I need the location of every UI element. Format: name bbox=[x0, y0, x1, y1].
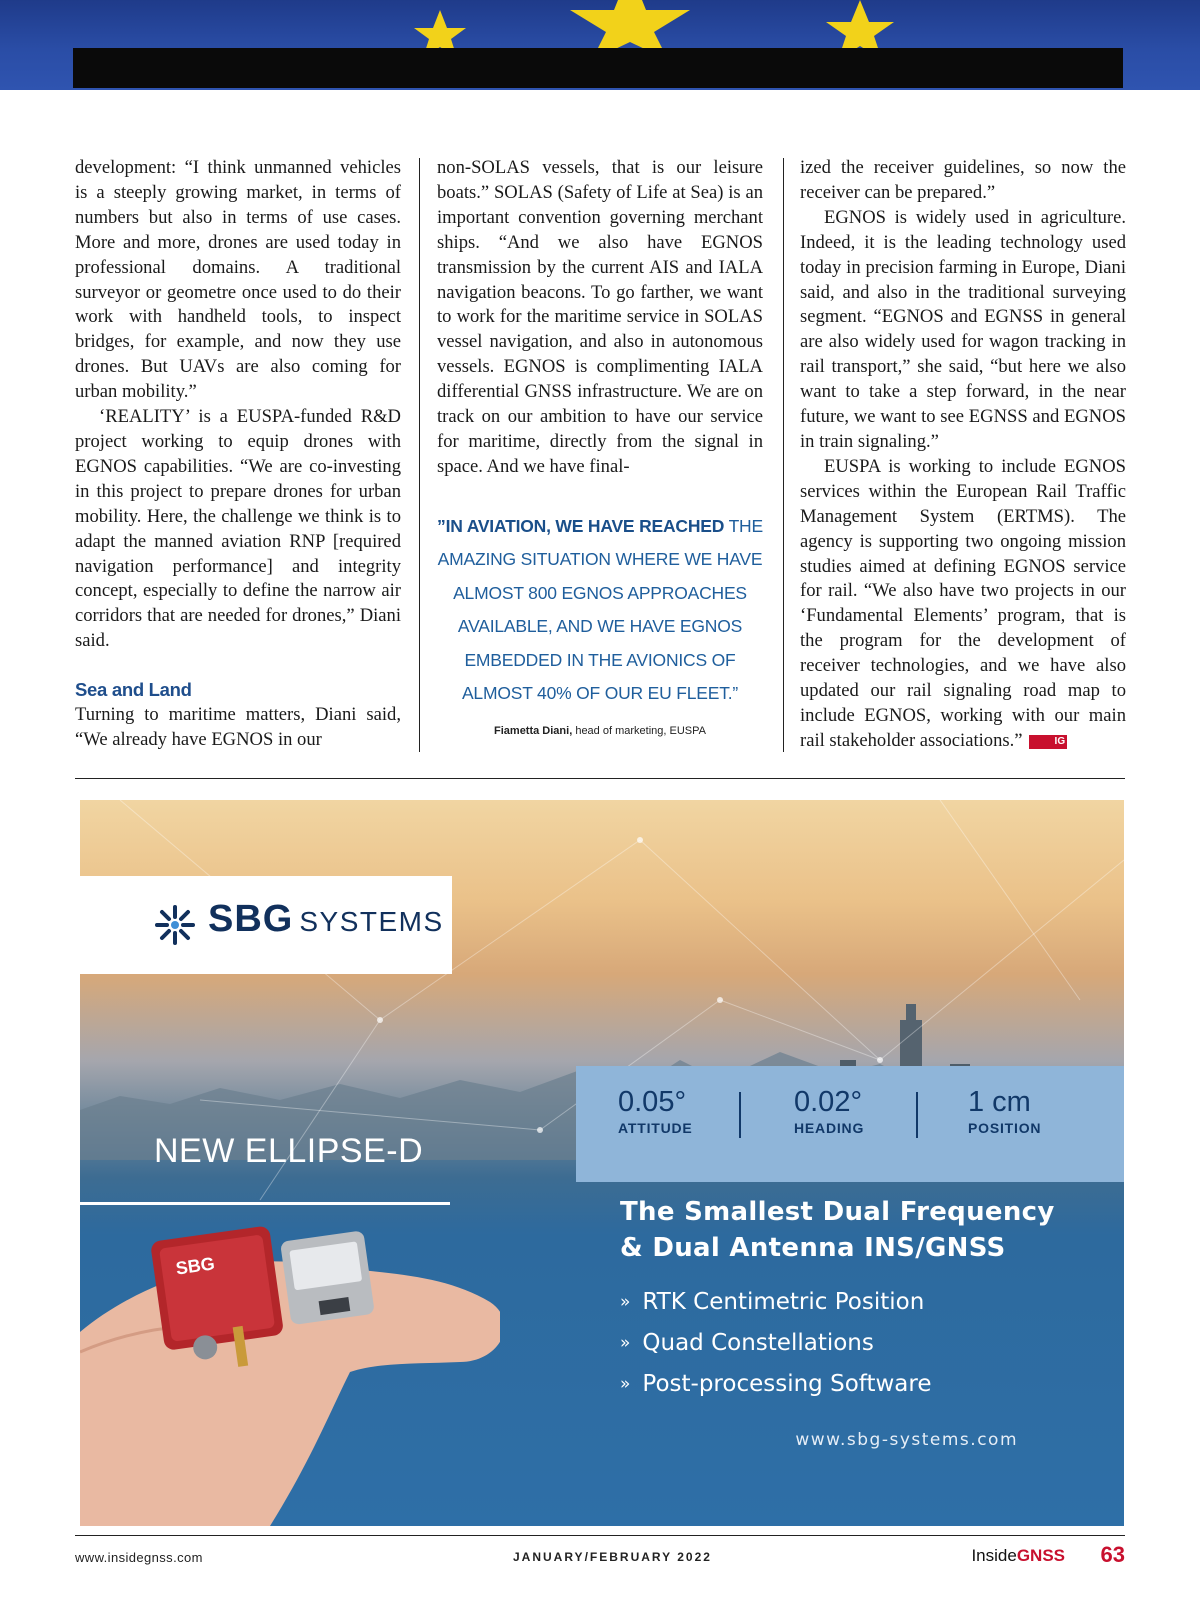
paragraph: development: “I think unmanned vehicles is a steeply growing market, in terms of numbers but also in terms of use cases. More and more, drones are used today in professional domains. A traditional surveyor or geometre once used to do their work with handheld tools, to inspect bridges, for example, and now they use drones. But UAVs are also coming for urban mobility.” bbox=[75, 157, 401, 403]
ad-website-link[interactable]: www.sbg-systems.com bbox=[795, 1430, 1018, 1450]
spec-divider bbox=[916, 1092, 918, 1138]
pull-quote-text: THE AMAZING SITUATION WHERE WE HAVE ALMOST 800 EGNOS APPROACHES AVAILABLE, AND WE HAVE EGNOS EMBEDDED IN THE AVIONICS OF ALMOST 40% OF OUR EU FLEET.” bbox=[437, 515, 763, 704]
paragraph: ized the receiver guidelines, so now the receiver can be prepared.” bbox=[800, 157, 1126, 203]
list-item bbox=[620, 1323, 931, 1364]
list-item bbox=[620, 1364, 931, 1405]
paragraph: ‘REALITY’ is a EUSPA-funded R&D project working to equip drones with EGNOS capabilities. “We are co-investing in this project to prepare drones for urban mobility. Here, the challenge we think is to adapt the manned aviation RNP [required navigation performance] and integrity concept, especially to define the narrow air corridors that are needed for drones,” Diani said. bbox=[75, 406, 401, 652]
chevron-right-icon: » bbox=[620, 1292, 631, 1312]
list-item bbox=[620, 1282, 931, 1323]
brand-bold: GNSS bbox=[1016, 1546, 1065, 1565]
spec-value: 0.05° bbox=[618, 1086, 687, 1118]
column-divider bbox=[419, 158, 420, 752]
paragraph: non-SOLAS vessels, that is our leisure boats.” SOLAS (Safety of Life at Sea) is an important convention governing merchant ships. “And we also have EGNOS transmission by the current AIS and IALA navigation beacons. To go farther, we want to work for the maritime service in SOLAS vessel navigation, and also in autonomous vessels. EGNOS is complimenting IALA differential GNSS infrastructure. We are on track on our ambition to have our service for maritime, directly from the signal in space. And we have final- bbox=[437, 157, 763, 477]
sbg-logo-text bbox=[208, 898, 444, 941]
sbg-logo-icon bbox=[154, 904, 196, 946]
logo-bold: SBG bbox=[208, 898, 294, 940]
article-column-2 bbox=[437, 156, 763, 744]
top-banner bbox=[0, 0, 1200, 90]
pull-quote bbox=[437, 510, 763, 711]
feature-text: Quad Constellations bbox=[642, 1330, 874, 1356]
headline-line-1: The Smallest Dual Frequency bbox=[620, 1197, 1055, 1227]
magazine-brand bbox=[971, 1546, 1065, 1566]
spec-value: 0.02° bbox=[794, 1086, 863, 1118]
feature-list bbox=[620, 1282, 931, 1405]
product-headline bbox=[620, 1194, 1055, 1266]
chevron-right-icon: » bbox=[620, 1333, 631, 1353]
device-logo-text: SBG bbox=[174, 1253, 216, 1279]
footer-website-link[interactable]: www.insidegnss.com bbox=[75, 1550, 203, 1565]
footer-divider bbox=[75, 1535, 1125, 1536]
chevron-right-icon: » bbox=[620, 1374, 631, 1394]
end-of-article-icon: IG bbox=[1029, 735, 1068, 749]
spec-label: ATTITUDE bbox=[618, 1120, 693, 1136]
issue-date: JANUARY/FEBRUARY 2022 bbox=[513, 1550, 712, 1564]
article-column-3 bbox=[800, 156, 1126, 754]
pull-quote-attribution bbox=[437, 719, 763, 744]
spec-panel bbox=[576, 1066, 1124, 1182]
section-divider bbox=[75, 778, 1125, 779]
paragraph: EGNOS is widely used in agriculture. Indeed, it is the leading technology used today in precision farming in Europe, Diani said, and also in the traditional surveying segment. “EGNOS and EGNSS in general are also widely used for wagon tracking in rail transport,” she said, “but here we also want to take a step forward, in the near future, we want to see EGNSS and EGNOS in train signaling.” bbox=[800, 206, 1126, 452]
spec-divider bbox=[739, 1092, 741, 1138]
sbg-advertisement[interactable] bbox=[80, 800, 1124, 1526]
spec-attitude bbox=[618, 1086, 693, 1136]
hand-holding-device-image bbox=[80, 1212, 500, 1526]
spec-label: HEADING bbox=[794, 1120, 865, 1136]
attribution-role: head of marketing, EUSPA bbox=[572, 724, 706, 737]
attribution-name: Fiametta Diani, bbox=[494, 724, 573, 737]
paragraph-text: EUSPA is working to include EGNOS services within the European Rail Traffic Management System (ERTMS). The agency is supporting two ongoing mission studies aimed at defining EGNOS service for rail. “We also have two projects in our ‘Fundamental Elements’ program, that is the program for the development of receiver technologies, and we have also updated our rail signaling road map to include EGNOS, working with our main rail stakeholder associations.” bbox=[800, 455, 1126, 751]
page-number: 63 bbox=[1100, 1542, 1125, 1567]
paragraph: Turning to maritime matters, Diani said, “We already have EGNOS in our bbox=[75, 704, 401, 750]
title-underline bbox=[80, 1202, 450, 1205]
article-column-1 bbox=[75, 156, 401, 753]
feature-text: Post-processing Software bbox=[642, 1371, 932, 1397]
spec-heading bbox=[794, 1086, 864, 1136]
feature-text: RTK Centimetric Position bbox=[642, 1289, 925, 1315]
spec-position bbox=[968, 1086, 1041, 1136]
header-bar bbox=[73, 48, 1123, 88]
sbg-logo-panel bbox=[80, 876, 452, 974]
column-divider bbox=[783, 158, 784, 752]
pull-quote-lead: ”IN AVIATION, WE HAVE REACHED bbox=[437, 515, 725, 536]
spec-label: POSITION bbox=[968, 1120, 1042, 1136]
product-title: NEW ELLIPSE-D bbox=[154, 1132, 424, 1170]
brand-light: Inside bbox=[971, 1546, 1017, 1565]
spec-value: 1 cm bbox=[968, 1086, 1031, 1118]
page-footer bbox=[75, 1540, 1125, 1580]
headline-line-2: & Dual Antenna INS/GNSS bbox=[620, 1233, 1006, 1263]
logo-light: SYSTEMS bbox=[299, 906, 444, 937]
paragraph bbox=[800, 455, 1126, 754]
subheading: Sea and Land bbox=[75, 679, 192, 701]
